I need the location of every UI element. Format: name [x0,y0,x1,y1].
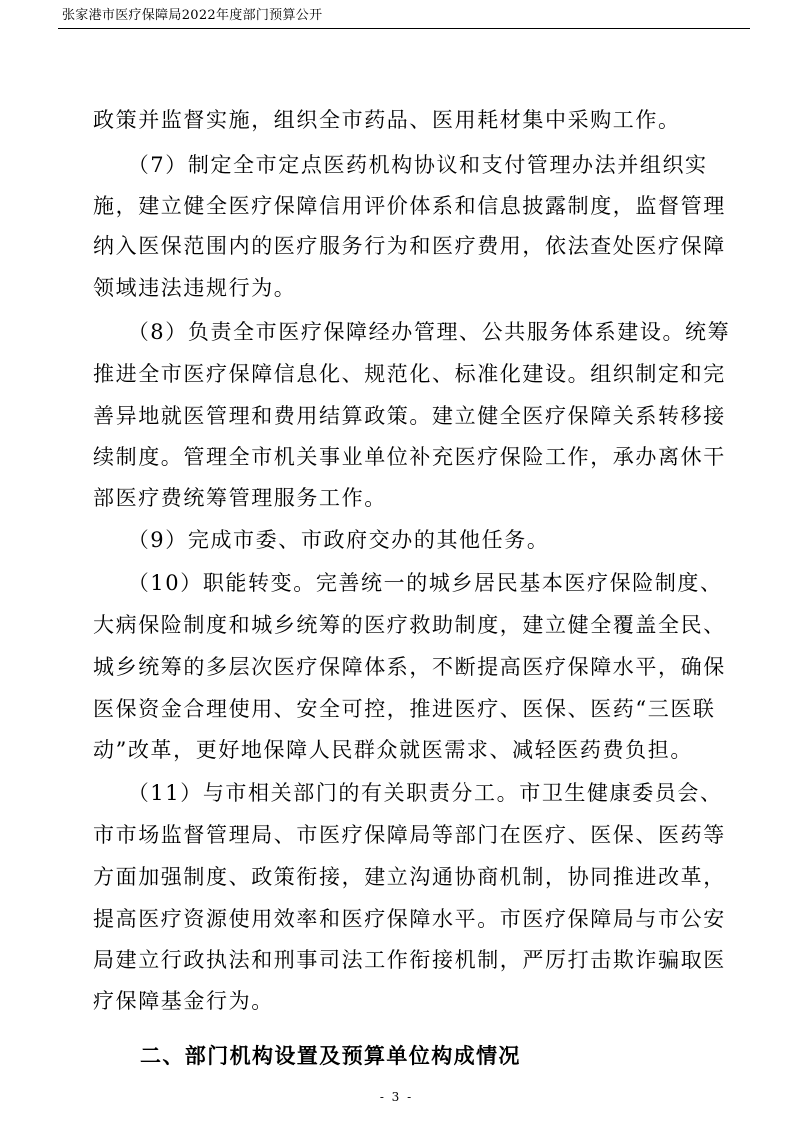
page-header: 张家港市医疗保障局2022年度部门预算公开 [62,8,323,23]
body-line: 局建立行政执法和刑事司法工作衔接机制，严厉打击欺诈骗取医 [93,948,726,972]
body-line: 疗保障基金行为。 [93,989,274,1013]
body-line: 城乡统筹的多层次医疗保障体系，不断提高医疗保障水平，确保 [93,655,726,679]
body-line: 续制度。管理全市机关事业单位补充医疗保险工作，承办离休干 [93,445,726,469]
body-line: 提高医疗资源使用效率和医疗保障水平。市医疗保障局与市公安 [93,907,726,931]
body-line: 推进全市医疗保障信息化、规范化、标准化建设。组织制定和完 [93,362,726,386]
body-line: 医保资金合理使用、安全可控，推进医疗、医保、医药“三医联 [93,697,716,721]
page-number: - 3 - [379,1090,414,1104]
section-heading: 二、部门机构设置及预算单位构成情况 [140,1044,521,1068]
body-line: 部医疗费统筹管理服务工作。 [93,486,387,510]
body-line: （10）职能转变。完善统一的城乡居民基本医疗保险制度、 [93,571,723,595]
header-divider [58,28,750,29]
body-line: （8）负责全市医疗保障经办管理、公共服务体系建设。统筹 [93,320,731,344]
body-line: 纳入医保范围内的医疗服务行为和医疗费用，依法查处医疗保障 [93,234,726,258]
body-line: 政策并监督实施，组织全市药品、医用耗材集中采购工作。 [93,108,681,132]
body-line: 动”改革，更好地保障人民群众就医需求、减轻医药费负担。 [93,738,693,762]
body-line: 方面加强制度、政策衔接，建立沟通协商机制，协同推进改革， [93,865,726,889]
body-line: 施，建立健全医疗保障信用评价体系和信息披露制度，监督管理 [93,194,726,218]
body-line: 善异地就医管理和费用结算政策。建立健全医疗保障关系转移接 [93,404,726,428]
body-line: 领域违法违规行为。 [93,276,297,300]
body-line: （9）完成市委、市政府交办的其他任务。 [93,528,550,552]
body-line: 大病保险制度和城乡统筹的医疗救助制度，建立健全覆盖全民、 [93,613,726,637]
body-line: （11）与市相关部门的有关职责分工。市卫生健康委员会、 [93,781,723,805]
body-line: 市市场监督管理局、市医疗保障局等部门在医疗、医保、医药等 [93,823,726,847]
body-line: （7）制定全市定点医药机构协议和支付管理办法并组织实 [93,153,708,177]
